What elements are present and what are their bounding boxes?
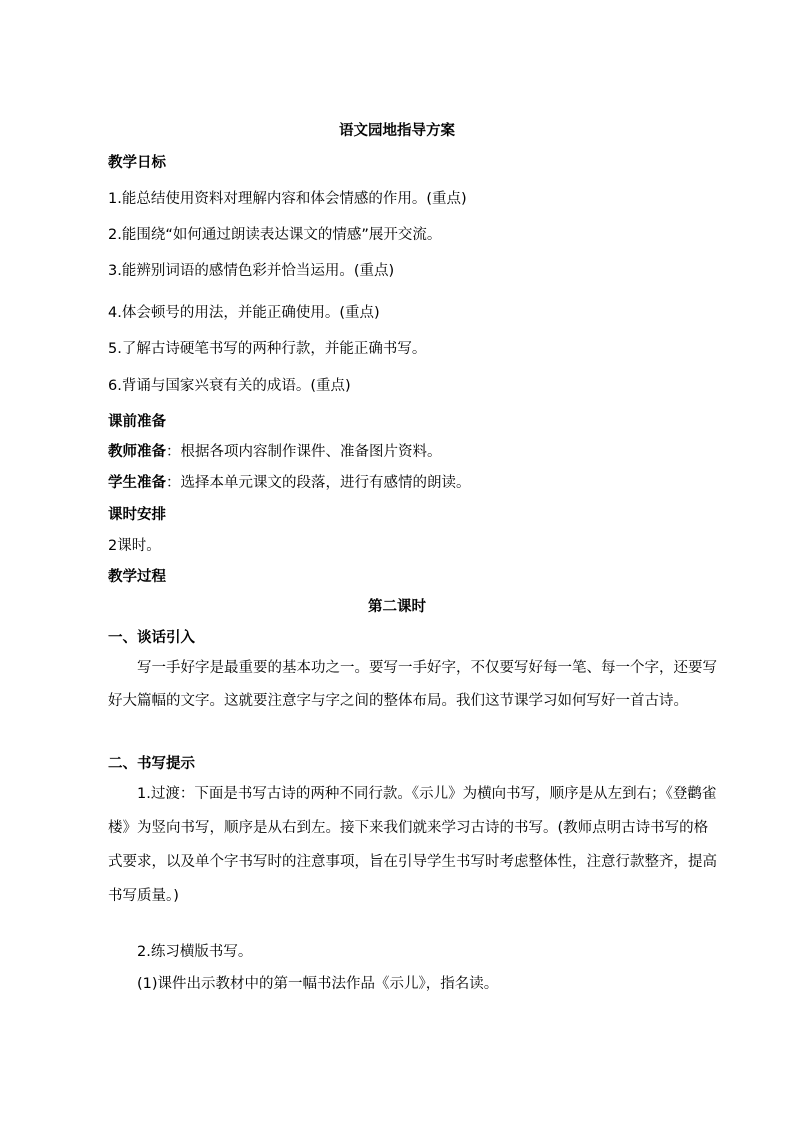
process-heading: 教学过程 xyxy=(108,569,166,585)
teacher-prep-label: 教师准备 xyxy=(108,444,166,460)
part1-paragraph xyxy=(108,652,720,718)
part2-item-2: 2.练习横版书写。 xyxy=(137,944,253,960)
prep-heading: 课前准备 xyxy=(108,414,166,430)
part2-heading: 二、书写提示 xyxy=(108,756,195,772)
student-prep-text: ：选择本单元课文的段落，进行有感情的朗读。 xyxy=(166,475,471,491)
student-prep xyxy=(108,473,471,493)
document-title: 语文园地指导方案 xyxy=(339,123,455,139)
schedule-heading: 课时安排 xyxy=(108,507,166,523)
goal-item-1: 1.能总结使用资料对理解内容和体会情感的作用。(重点) xyxy=(108,191,467,207)
part2-item-2-1: (1)课件出示教材中的第一幅书法作品《示儿》，指名读。 xyxy=(137,976,499,992)
teacher-prep xyxy=(108,442,442,462)
student-prep-label: 学生准备 xyxy=(108,475,166,491)
goal-item-5: 5.了解古诗硬笔书写的两种行款，并能正确书写。 xyxy=(108,341,427,357)
part2-text: 1.过渡：下面是书写古诗的两种不同行款。《示儿》为横向书写，顺序是从左到右；《登鹳雀楼》为竖向书写，顺序是从右到左。接下来我们就来学习古诗的书写。(教师点明古诗书写的格式要求，以及单个字书写时的注意事项，旨在引导学生书写时考虑整体性，注意行款整齐，提高书写质量。) xyxy=(108,786,717,904)
part1-text: 写一手好字是最重要的基本功之一。要写一手好字，不仅要写好每一笔、每一个字，还要写好大篇幅的文字。这就要注意字与字之间的整体布局。我们这节课学习如何写好一首古诗。 xyxy=(108,660,717,709)
part2-paragraph xyxy=(108,777,720,913)
goal-item-3: 3.能辨别词语的感情色彩并恰当运用。(重点) xyxy=(108,263,395,279)
goals-heading: 教学日标 xyxy=(108,155,166,171)
part1-heading: 一、谈话引入 xyxy=(108,630,195,646)
goal-item-6: 6.背诵与国家兴衰有关的成语。(重点) xyxy=(108,378,351,394)
schedule-text: 2课时。 xyxy=(108,538,161,554)
lesson-heading: 第二课时 xyxy=(368,599,426,615)
goal-item-2: 2.能围绕“如何通过朗读表达课文的情感”展开交流。 xyxy=(108,227,442,243)
goal-item-4: 4.体会顿号的用法，并能正确使用。(重点) xyxy=(108,305,380,321)
teacher-prep-text: ：根据各项内容制作课件、准备图片资料。 xyxy=(166,444,442,460)
